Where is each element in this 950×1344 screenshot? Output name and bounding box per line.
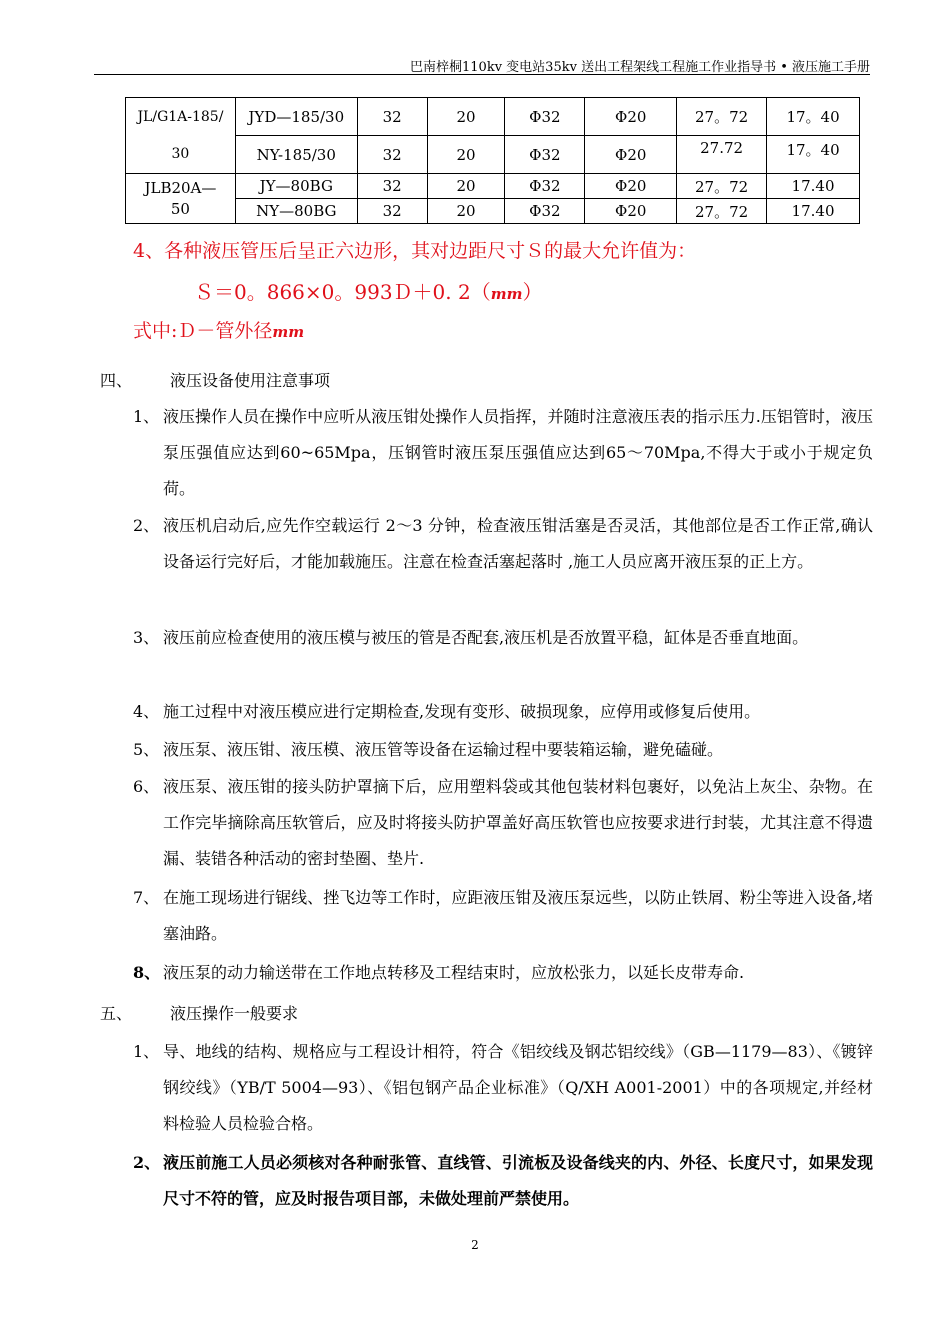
section-number: 五、 (100, 1004, 133, 1023)
page-number: 2 (471, 1238, 479, 1252)
item-number: 2、 (133, 516, 160, 535)
item-number: 5、 (133, 740, 160, 759)
table-cell: Φ20 (585, 199, 677, 224)
list-item (133, 399, 873, 507)
table-cell: 20 (427, 174, 505, 199)
table-row (126, 199, 860, 224)
item-text: 液压前应检查使用的液压模与被压的管是否配套,液压机是否放置平稳，缸体是否垂直地面。 (163, 628, 809, 647)
table-cell: JL/G1A-185/ (126, 98, 236, 136)
item-number: 1、 (133, 1042, 160, 1061)
list-item (133, 508, 873, 580)
section-number: 四、 (100, 371, 133, 390)
table-cell: 20 (427, 199, 505, 224)
formula-note-text: 式中:Ｄ－管外径 (133, 320, 273, 342)
table-cell: NY-185/30 (235, 136, 357, 174)
table-cell: Φ32 (505, 136, 585, 174)
table-row (126, 174, 860, 199)
table-cell: 27.72 (677, 136, 767, 174)
list-item (133, 955, 873, 991)
table-cell: 17.40 (767, 174, 860, 199)
formula (194, 276, 542, 305)
table-cell: 20 (427, 136, 505, 174)
list-item (133, 880, 873, 952)
formula-heading: 4、各种液压管压后呈正六边形，其对边距尺寸Ｓ的最大允许值为： (133, 240, 697, 262)
table-cell: 17。40 (767, 98, 860, 136)
table-cell: 32 (357, 98, 427, 136)
section-title: 液压操作一般要求 (170, 1004, 299, 1023)
item-number: 4、 (133, 702, 160, 721)
table-cell: Φ20 (585, 98, 677, 136)
item-text: 液压机启动后,应先作空载运行 2～3 分钟，检查液压钳活塞是否灵活，其他部位是否工作正常,确认设备运行完好后，才能加载施压。注意在检查活塞起落时 ,施工人员应离开液压泵的正上方。 (163, 516, 873, 571)
item-text: 液压泵、液压钳的接头防护罩摘下后，应用塑料袋或其他包装材料包裹好，以免沾上灰尘、杂物。在工作完毕摘除高压软管后，应及时将接头防护罩盖好高压软管也应按要求进行封装，尤其注意不得遗漏、装错各种活动的密封垫圈、垫片. (163, 777, 873, 868)
list-item (133, 694, 873, 730)
header-rule (94, 74, 870, 75)
item-number: 1、 (133, 407, 160, 426)
item-text: 在施工现场进行锯线、挫飞边等工作时，应距液压钳及液压泵远些，以防止铁屑、粉尘等进入设备,堵塞油路。 (163, 888, 873, 943)
item-text: 液压泵的动力输送带在工作地点转移及工程结束时，应放松张力，以延长皮带寿命. (163, 963, 745, 982)
table-cell: NY—80BG (235, 199, 357, 224)
table-cell: JYD—185/30 (235, 98, 357, 136)
list-item (133, 769, 873, 877)
list-item (133, 1145, 873, 1217)
spec-table (125, 97, 860, 224)
table-cell: JY—80BG (235, 174, 357, 199)
formula-note (133, 316, 304, 343)
item-number: 2、 (133, 1153, 161, 1172)
table-cell: 30 (126, 136, 236, 174)
table-cell: 32 (357, 174, 427, 199)
page-header: 巴南梓桐110kv 变电站35kv 送出工程架线工程施工作业指导书 • 液压施工手册 (410, 60, 870, 75)
table-cell: 27。72 (677, 174, 767, 199)
table-cell-line: JLB20A— (144, 178, 217, 197)
table-row (126, 136, 860, 174)
table-cell: Φ32 (505, 174, 585, 199)
table-cell: 32 (357, 199, 427, 224)
item-number: 3、 (133, 628, 160, 647)
item-text: 导、地线的结构、规格应与工程设计相符，符合《铝绞线及钢芯铝绞线》（GB—1179—83）、《镀锌钢绞线》（YB/T 5004—93）、《铝包钢产品企业标准》（Q/XH A001-2001）中的各项规定,并经材料检验人员检验合格。 (163, 1042, 873, 1133)
table-row (126, 98, 860, 136)
table-cell-line: 50 (170, 199, 190, 218)
table-cell: Φ20 (585, 174, 677, 199)
item-text: 液压操作人员在操作中应听从液压钳处操作人员指挥，并随时注意液压表的指示压力.压铝管时，液压泵压强值应达到60~65Mpa，压钢管时液压泵压强值应达到65～70Mpa,不得大于或小于规定负荷。 (163, 407, 873, 498)
table-cell: 17.40 (767, 199, 860, 224)
table-cell: 17。40 (767, 136, 860, 174)
item-number: 7、 (133, 888, 160, 907)
formula-note-unit: mm (272, 323, 305, 341)
section-title: 液压设备使用注意事项 (170, 371, 331, 390)
table-cell: 32 (357, 136, 427, 174)
table-cell: 27。72 (677, 199, 767, 224)
list-item (133, 732, 873, 768)
list-item (133, 1034, 873, 1142)
list-item (133, 620, 873, 656)
item-number: 8、 (133, 963, 161, 982)
table-cell: Φ20 (585, 136, 677, 174)
table-cell: Φ32 (505, 199, 585, 224)
item-number: 6、 (133, 777, 160, 796)
formula-unit: mm (490, 285, 523, 303)
item-text: 液压前施工人员必须核对各种耐张管、直线管、引流板及设备线夹的内、外径、长度尺寸，如果发现尺寸不符的管，应及时报告项目部，未做处理前严禁使用。 (163, 1153, 873, 1208)
item-text: 液压泵、液压钳、液压模、液压管等设备在运输过程中要装箱运输，避免磕碰。 (163, 740, 724, 759)
item-text: 施工过程中对液压模应进行定期检查,发现有变形、破损现象，应停用或修复后使用。 (163, 702, 761, 721)
table-cell: Φ32 (505, 98, 585, 136)
table-cell (126, 174, 236, 224)
formula-expression: Ｓ＝0。866×0。993Ｄ＋0. 2（ (194, 280, 491, 304)
table-cell: 27。72 (677, 98, 767, 136)
table-cell: 20 (427, 98, 505, 136)
formula-close: ） (522, 280, 543, 304)
